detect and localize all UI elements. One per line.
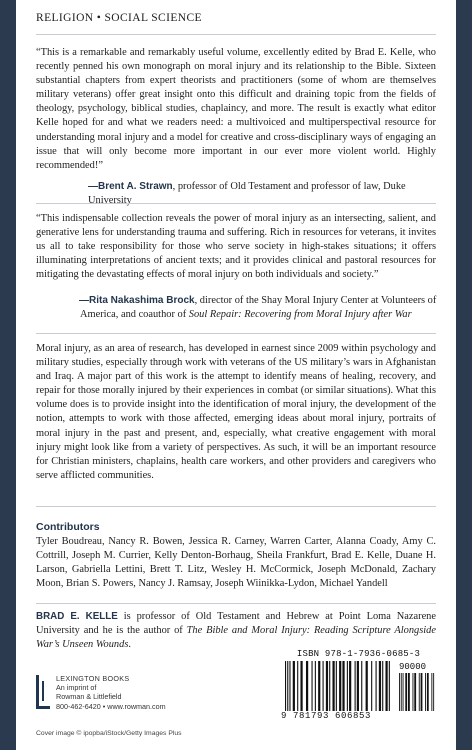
- category-label: RELIGION • SOCIAL SCIENCE: [36, 12, 202, 24]
- editor-name: BRAD E. KELLE: [36, 611, 118, 622]
- endorsement-2-attribution: [80, 294, 438, 322]
- endorsement-1-quote: “This is a remarkable and remarkably useful volume, excellently edited by Brad E. Kelle, who recently penned his own monograph on moral injury and its relationship to the Bible. Sixteen substantial chapters from expert theorists and practitioners (some of whom are themselves military veterans) offer great insight onto this difficult and draining topic from the fields of theology, psychology, biblical studies, chaplaincy, and more. The result is exactly what editor Kelle hoped for and what we readers need: a multivoiced and multiperspectival resource for understanding moral injury and a model for creative and cross-disciplinary ways of engaging an issue that will only become more important in our ever more violent world. Highly recommended!”: [36, 47, 436, 171]
- editor-bio-end: .: [128, 639, 131, 651]
- barcode-bar: [287, 661, 288, 711]
- endorser-name: —Brent A. Strawn: [88, 181, 173, 192]
- barcode-bar: [326, 661, 328, 711]
- barcode-bar: [347, 661, 348, 711]
- publisher-name: LEXINGTON BOOKS: [56, 674, 130, 683]
- barcode-bar: [414, 673, 416, 711]
- barcode-bar: [289, 661, 290, 711]
- barcode-bar: [297, 661, 298, 711]
- price-code: 90000: [399, 662, 427, 672]
- ean-barcode-bars: [285, 661, 391, 711]
- endorser-affiliation: , professor of Old Testament and professor of law, Duke University: [88, 181, 406, 207]
- barcode-bar: [318, 661, 320, 711]
- publisher-imprint-line-2: Rowman & Littlefield: [56, 692, 122, 702]
- barcode-bar: [361, 661, 362, 711]
- divider: [36, 506, 436, 507]
- barcode-bar: [389, 661, 390, 711]
- barcode-bar: [371, 661, 372, 711]
- cover-image-credit: Cover image © ipopba/iStock/Getty Images Plus: [36, 730, 182, 737]
- barcode-bar: [315, 661, 316, 711]
- barcode-bar: [405, 673, 407, 711]
- publisher-block: [56, 674, 166, 711]
- barcode-bar: [355, 661, 356, 711]
- divider: [36, 333, 436, 334]
- barcode-bar: [306, 661, 308, 711]
- barcode-bar: [403, 673, 404, 711]
- barcode-bar: [357, 661, 359, 711]
- endorser-book-title: Soul Repair: Recovering from Moral Injury after War: [188, 309, 412, 321]
- barcode-bar: [408, 673, 410, 711]
- barcode-bar: [382, 661, 383, 711]
- barcode-bar: [312, 661, 313, 711]
- barcode-bar: [332, 661, 334, 711]
- divider: [36, 203, 436, 204]
- barcode-bar: [323, 661, 324, 711]
- isbn-number: ISBN 978-1-7936-0685-3: [296, 649, 421, 659]
- editor-book-title: The Bible and Moral Injury: Reading Scripture Alongside War’s Unseen Wounds: [36, 625, 436, 651]
- barcode-bar: [419, 673, 420, 711]
- barcode-bar: [399, 673, 400, 711]
- barcode-bar: [285, 661, 286, 711]
- barcode-bar: [425, 673, 426, 711]
- barcode-bar: [293, 661, 295, 711]
- price-barcode-bars: [399, 673, 435, 711]
- barcode-bar: [349, 661, 351, 711]
- lexington-logo-icon: [36, 675, 50, 709]
- barcode-bar: [342, 661, 344, 711]
- ean-digits: 9 781793 606853: [281, 711, 372, 721]
- barcode-bar: [433, 673, 434, 711]
- barcode-bar: [431, 673, 432, 711]
- barcode-bar: [413, 673, 414, 711]
- barcode-bar: [376, 661, 377, 711]
- barcode-bar: [300, 661, 302, 711]
- endorser-name: —Rita Nakashima Brock: [79, 295, 195, 306]
- contributors-heading: Contributors: [36, 521, 100, 533]
- endorsement-2-quote: “This indispensable collection reveals the power of moral injury as an intersecting, salient, and generative lens for understanding trauma and suffering. Rich in resources for veterans, it invites us all to take responsibility for those who serve society in high-stakes situations; it offers illuminating interpretations of ancient texts; and it provides clinical and pastoral resources for mitigating the devastating effects of moral injury on both individuals and society.”: [36, 213, 436, 281]
- book-description: Moral injury, as an area of research, has developed in earnest since 2009 within psychology and military studies, especially through work with veterans of the US military’s wars in Afghanistan and Iraq. A major part of this work is the attempt to identify means of healing, recovery, and repair for those morally injured by their experiences in combat (or similar situations). What this volume does is to provide insight into the identification of moral injury, the development of the notion, attempts to work with those affected, emerging ideas about moral injury, portraits of moral injury in the past and present, and, especially, what creative engagement with moral injury might look like from a variety of perspectives. As such, it will be an important resource for Christian ministers, chaplains, health care workers, and other providers and caregivers who serve afflicted communities.: [36, 343, 436, 481]
- barcode-bar: [427, 673, 429, 711]
- editor-bio-text: is professor of Old Testament and Hebrew at Point Loma Nazarene University and he is the author of: [36, 611, 436, 637]
- publisher-contact: 800-462-6420 • www.rowman.com: [56, 701, 166, 711]
- editor-bio: [36, 610, 436, 652]
- barcode: [279, 649, 438, 721]
- contributors-list: Tyler Boudreau, Nancy R. Bowen, Jessica R. Carney, Warren Carter, Alanna Coady, Amy C. Cottrill, Joseph M. Currier, Kelly Denton-Borhaug, Sheila Frankfurt, Brad E. Kelle, Duane H. Larson, Gabriella Lettini, Brett T. Litz, Wesley H. McCormick, Joseph McDonald, Zachary Moon, Brian S. Powers, Nancy J. Ramsay, Joseph Wiinikka-Lydon, Michael Yandell: [36, 536, 436, 590]
- barcode-bar: [336, 661, 337, 711]
- barcode-bar: [329, 661, 330, 711]
- barcode-bar: [385, 661, 387, 711]
- endorser-affiliation: , director of the Shay Moral Injury Center at Volunteers of America, and coauthor of: [80, 295, 437, 321]
- barcode-bar: [401, 673, 402, 711]
- barcode-bar: [379, 661, 381, 711]
- barcode-bar: [421, 673, 423, 711]
- barcode-bar: [366, 661, 368, 711]
- divider: [36, 603, 436, 604]
- divider: [36, 34, 436, 35]
- barcode-bar: [339, 661, 341, 711]
- publisher-imprint-line-1: An imprint of: [56, 683, 97, 693]
